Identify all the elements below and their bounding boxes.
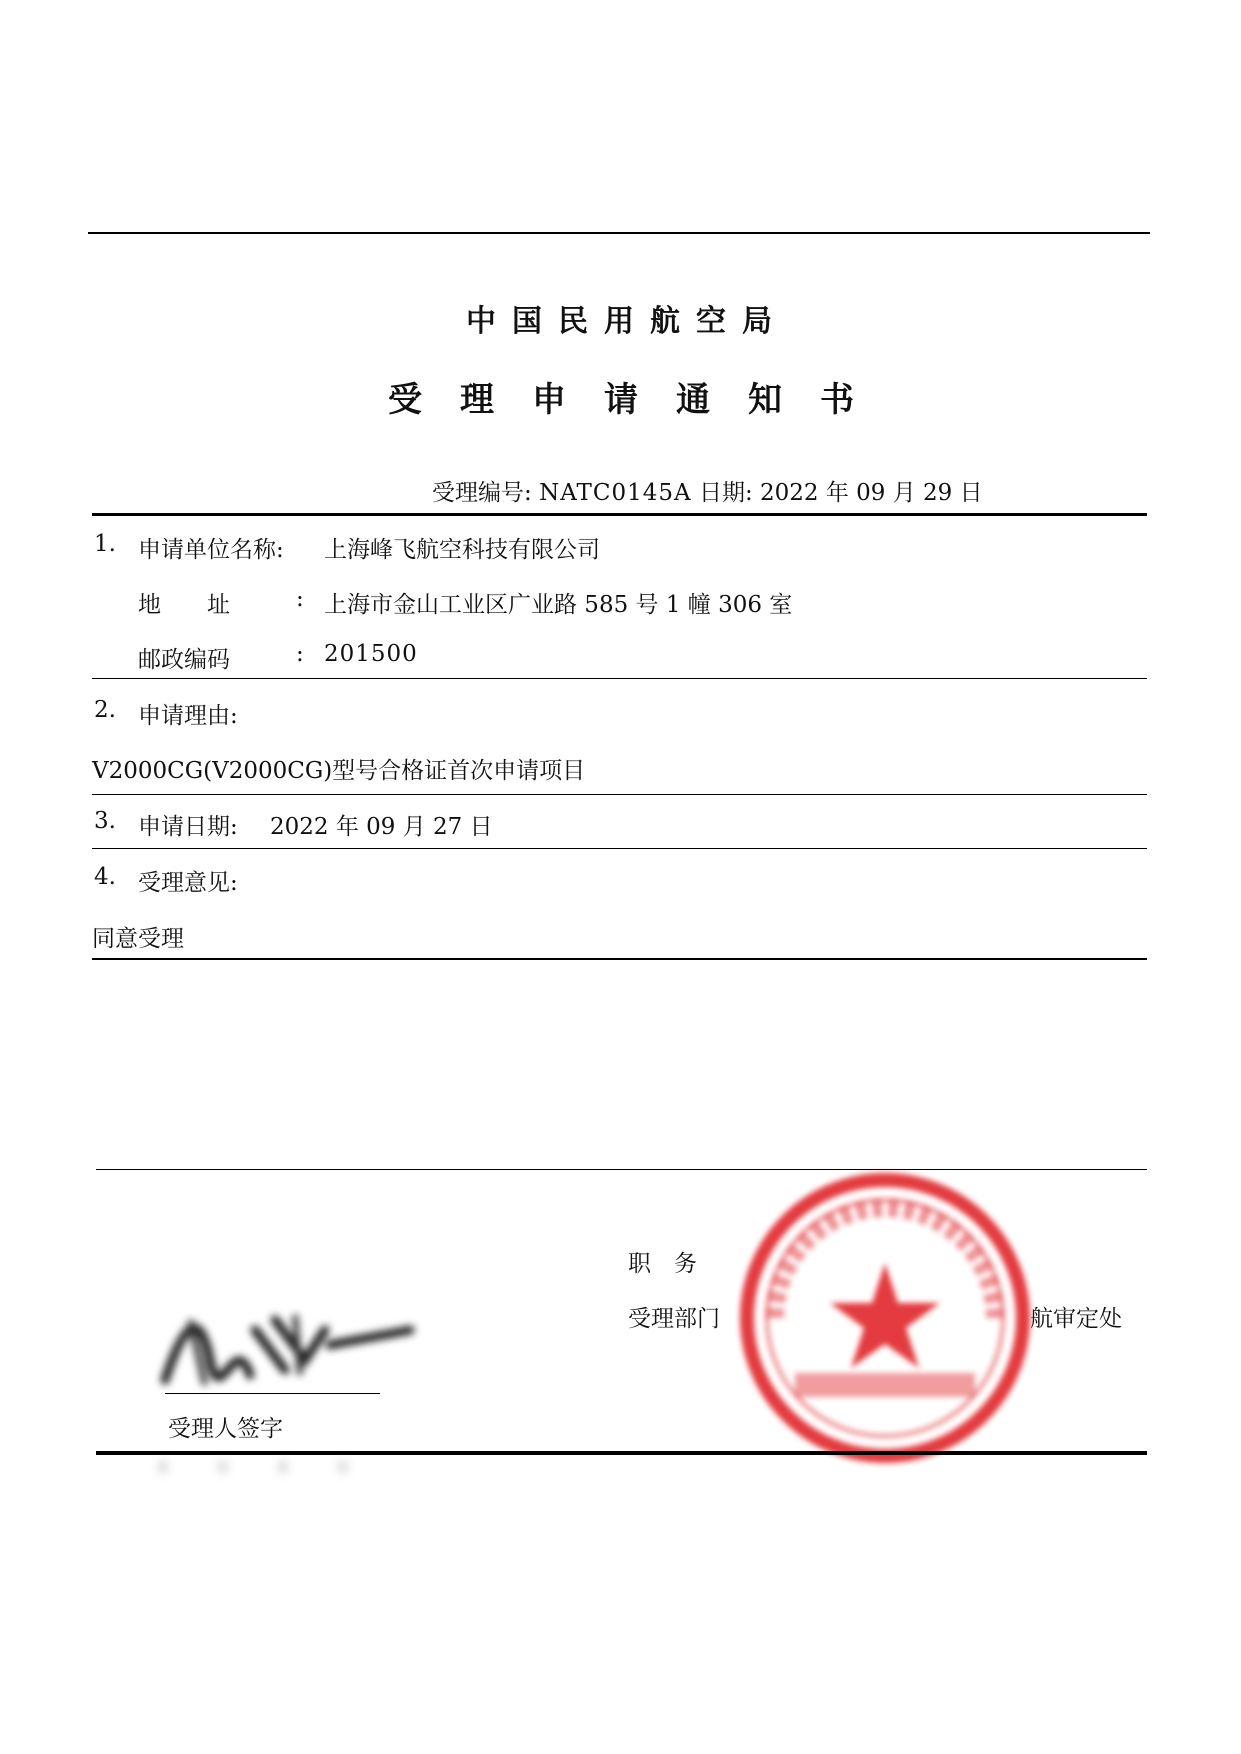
document-title: 受理申请通知书 — [388, 380, 892, 420]
footer-bottom-rule — [96, 1451, 1147, 1455]
acceptance-no: NATC0145A — [539, 480, 692, 506]
address-colon: : — [296, 586, 304, 612]
address-value: 上海市金山工业区广业路 585 号 1 幢 306 室 — [324, 592, 793, 618]
cutoff-text-fragment — [160, 1462, 400, 1472]
department-label: 受理部门 — [628, 1306, 720, 1332]
applicant-label: 申请单位名称: — [138, 537, 284, 563]
section4-num: 4. — [94, 864, 116, 890]
section3-num: 3. — [94, 808, 116, 834]
position-label: 职 务 — [628, 1251, 697, 1277]
signature-line — [165, 1393, 380, 1394]
applicant-name: 上海峰飞航空科技有限公司 — [324, 537, 600, 563]
acceptance-no-label: 受理编号: — [432, 480, 532, 506]
section1-rule — [92, 678, 1147, 679]
postal-value: 201500 — [324, 641, 418, 667]
opinion-label: 受理意见: — [138, 870, 238, 896]
table-bottom-rule — [92, 958, 1147, 960]
table-top-rule — [92, 513, 1147, 516]
department-tail: 航审定处 — [1030, 1306, 1122, 1332]
address-label: 地 址 — [138, 592, 230, 618]
signer-label: 受理人签字 — [168, 1416, 283, 1442]
reason-label: 申请理由: — [138, 703, 238, 729]
section2-num: 2. — [94, 697, 116, 723]
section1-num: 1. — [94, 531, 116, 557]
opinion-content: 同意受理 — [92, 926, 184, 952]
section3-rule — [92, 848, 1147, 849]
issue-date: 2022 年 09 月 29 日 — [760, 480, 983, 506]
top-rule — [88, 232, 1150, 234]
section2-rule — [92, 794, 1147, 795]
application-date-label: 申请日期: — [138, 814, 238, 840]
signature-image — [155, 1290, 415, 1400]
postal-colon: : — [296, 641, 304, 667]
reason-content: V2000CG(V2000CG)型号合格证首次申请项目 — [92, 758, 586, 784]
date-label: 日期: — [698, 480, 753, 506]
official-seal-stamp — [735, 1168, 1035, 1468]
acceptance-meta — [432, 474, 983, 507]
application-date: 2022 年 09 月 27 日 — [270, 814, 493, 840]
postal-label: 邮政编码 — [138, 647, 230, 673]
agency-title: 中国民用航空局 — [466, 304, 788, 339]
